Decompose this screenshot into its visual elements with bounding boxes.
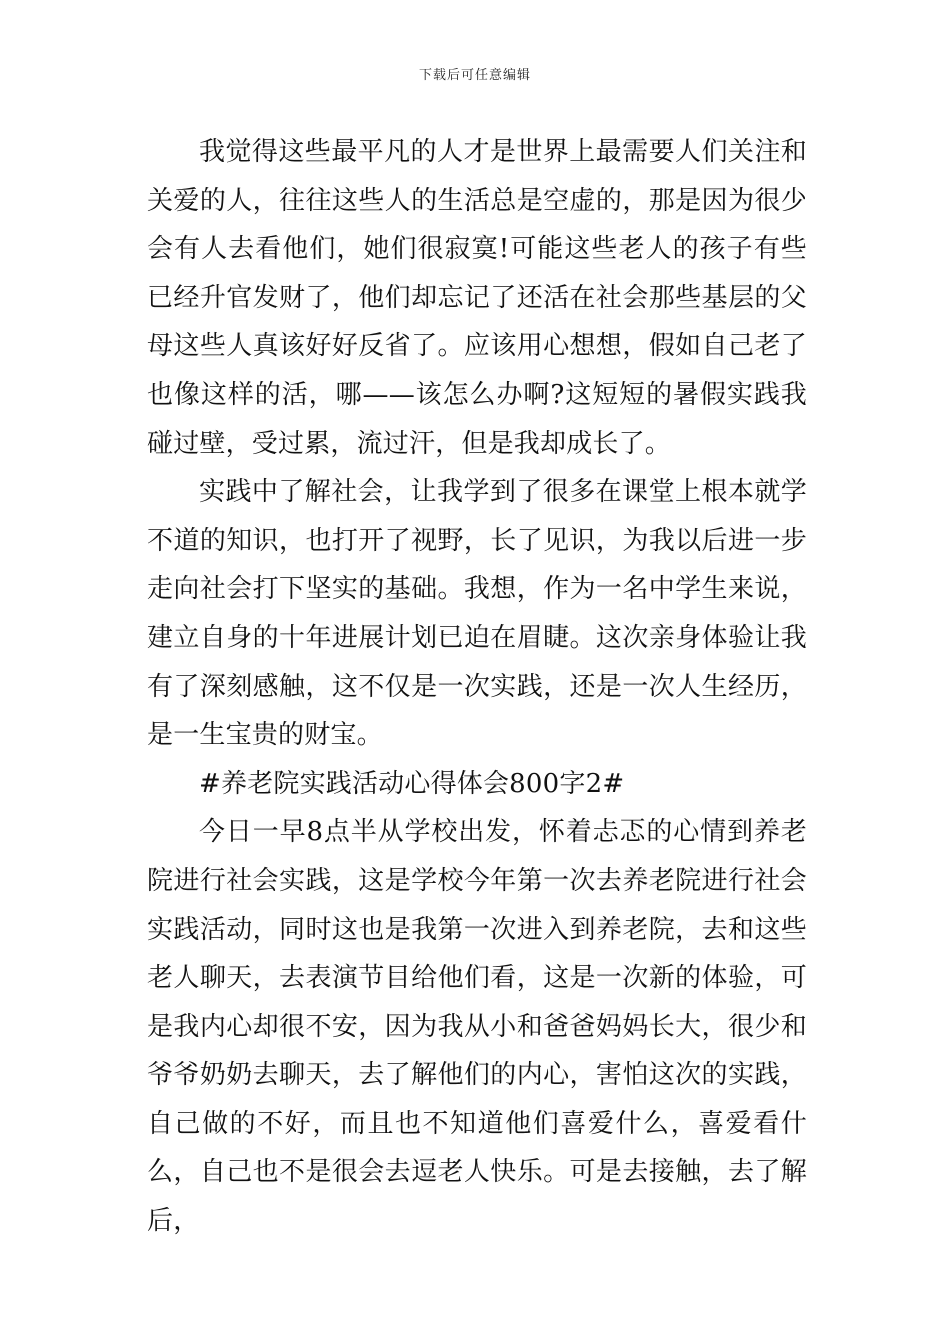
section-heading: #养老院实践活动心得体会800字2# — [199, 768, 625, 799]
page-header: 下载后可任意编辑 — [418, 68, 531, 83]
paragraph-1: 我觉得这些最平凡的人才是世界上最需要人们关注和关爱的人，往往这些人的生活总是空虚的，那是因为很少会有人去看他们，她们很寂寞!可能这些老人的孩子有些已经升官发财了，他们却忘记了还活在社会那些基层的父母这些人真该好好反省了。应该用心想想，假如自己老了也像这样的活，哪——该怎么办啊?这短短的暑假实践我碰过壁，受过累，流过汗，但是我却成长了。 — [147, 137, 807, 459]
paragraph-3: 今日一早8点半从学校出发，怀着忐忑的心情到养老院进行社会实践，这是学校今年第一次去养老院进行社会实践活动，同时这也是我第一次进入到养老院，去和这些老人聊天，去表演节目给他们看，这是一次新的体验，可是我内心却很不安，因为我从小和爸爸妈妈长大，很少和爷爷奶奶去聊天，去了解他们的内心，害怕这次的实践，自己做的不好，而且也不知道他们喜爱什么，喜爱看什么，自己也不是很会去逗老人快乐。可是去接触，去了解后， — [147, 817, 807, 1237]
document-body — [147, 128, 807, 1246]
paragraph-2: 实践中了解社会，让我学到了很多在课堂上根本就学不道的知识，也打开了视野，长了见识，为我以后进一步走向社会打下坚实的基础。我想，作为一名中学生来说，建立自身的十年进展计划已迫在眉睫。这次亲身体验让我有了深刻感触，这不仅是一次实践，还是一次人生经历，是一生宝贵的财宝。 — [147, 477, 807, 751]
